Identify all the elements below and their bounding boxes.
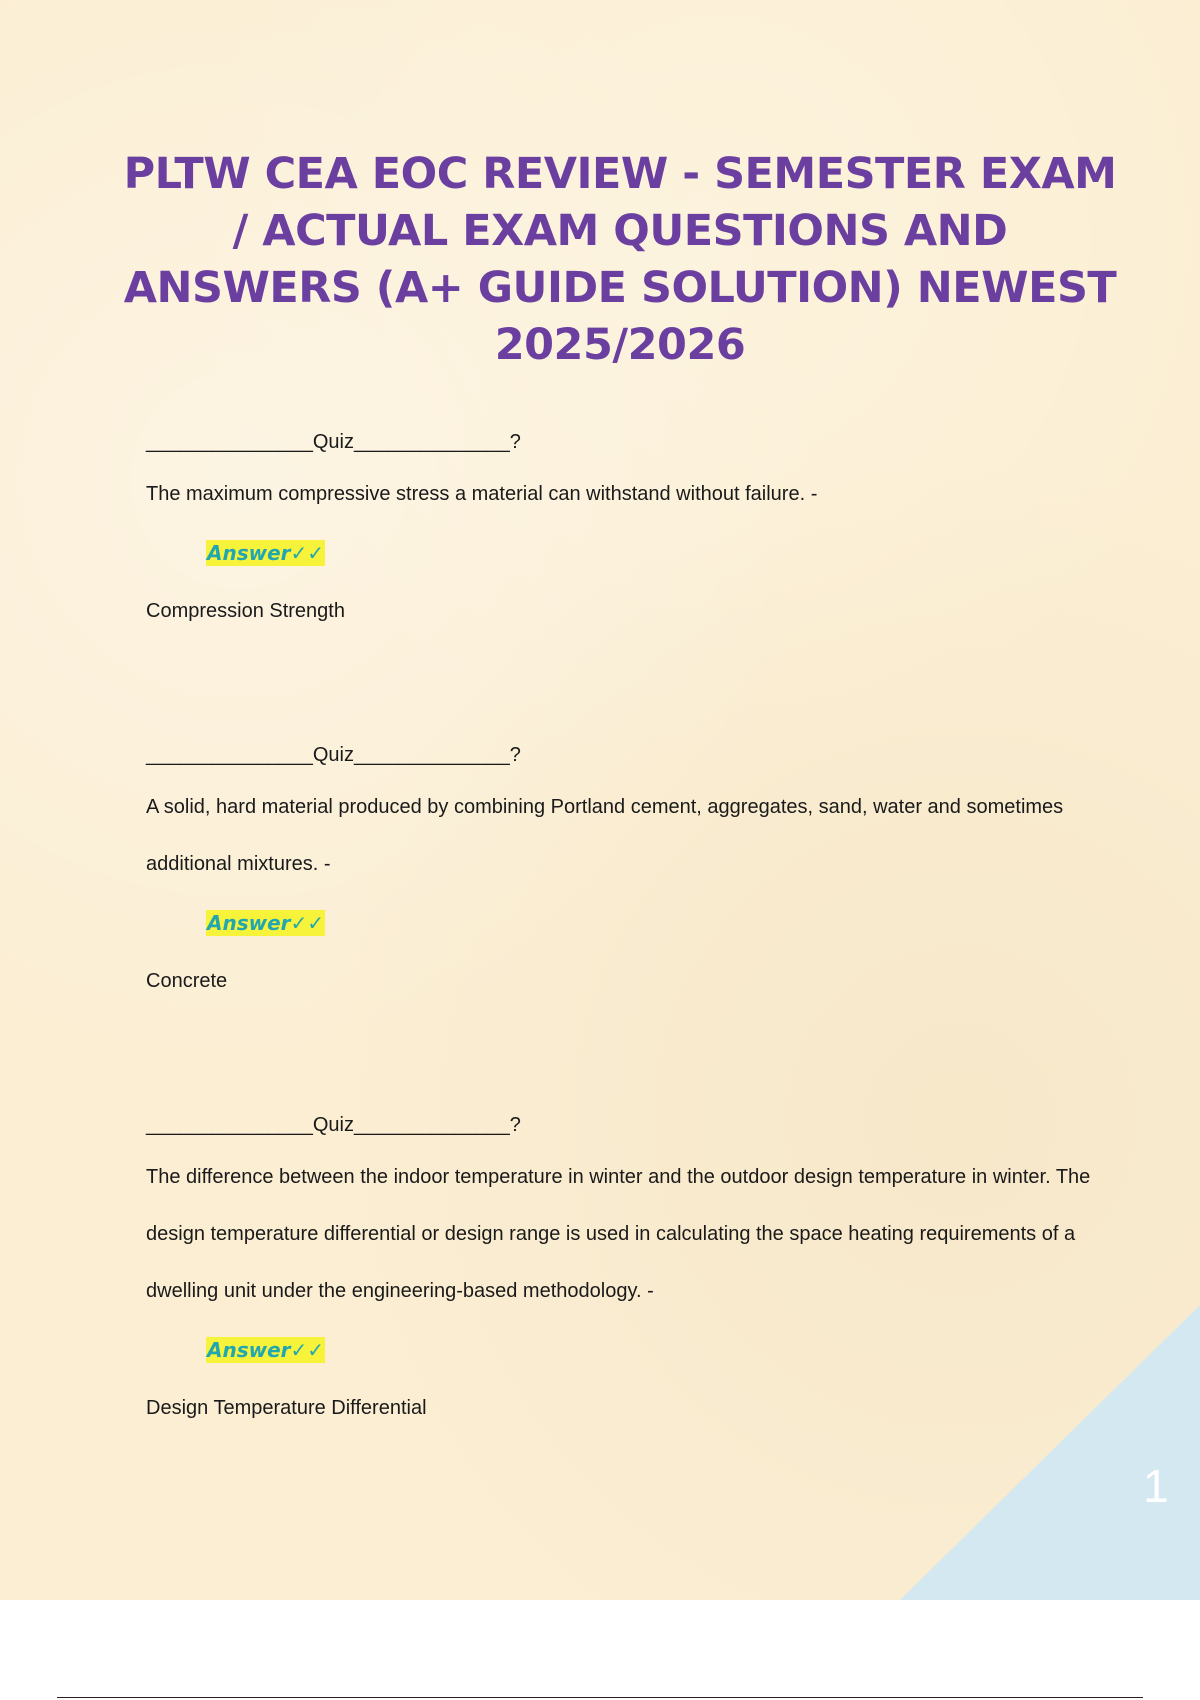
- quiz-line: _______________Quiz______________?: [146, 431, 521, 453]
- qa-item: [146, 418, 1091, 639]
- answer-text: Compression Strength: [146, 600, 345, 622]
- answer-label: Answer✓✓: [207, 541, 325, 565]
- question-text: A solid, hard material produced by combining Portland cement, aggregates, sand, water and sometimes additional mixtures. -: [146, 796, 1064, 875]
- answer-label-row: [146, 1320, 1091, 1380]
- qa-list: [146, 418, 1091, 1436]
- answer-label: Answer✓✓: [207, 911, 325, 935]
- qa-item: [146, 1101, 1091, 1436]
- page-number: 1: [1143, 1460, 1169, 1512]
- quiz-line: _______________Quiz______________?: [146, 744, 521, 766]
- answer-label-row: [146, 893, 1091, 953]
- footer-rule: [57, 1697, 1143, 1698]
- answer-label: Answer✓✓: [207, 1338, 325, 1362]
- answer-label-row: [146, 523, 1091, 583]
- answer-text: Concrete: [146, 970, 228, 992]
- quiz-line: _______________Quiz______________?: [146, 1114, 521, 1136]
- question-text: The maximum compressive stress a material can withstand without failure. -: [146, 483, 818, 505]
- qa-item: [146, 731, 1091, 1009]
- question-text: The difference between the indoor temperature in winter and the outdoor design temperature in winter. The design temperature differential or design range is used in calculating the space heating requirements of a dwelling unit under the engineering-based methodology. -: [146, 1166, 1091, 1302]
- answer-text: Design Temperature Differential: [146, 1397, 427, 1419]
- document-title: PLTW CEA EOC REVIEW - SEMESTER EXAM / ACTUAL EXAM QUESTIONS AND ANSWERS (A+ GUIDE SOLUTION) NEWEST 2025/2026: [123, 149, 1117, 370]
